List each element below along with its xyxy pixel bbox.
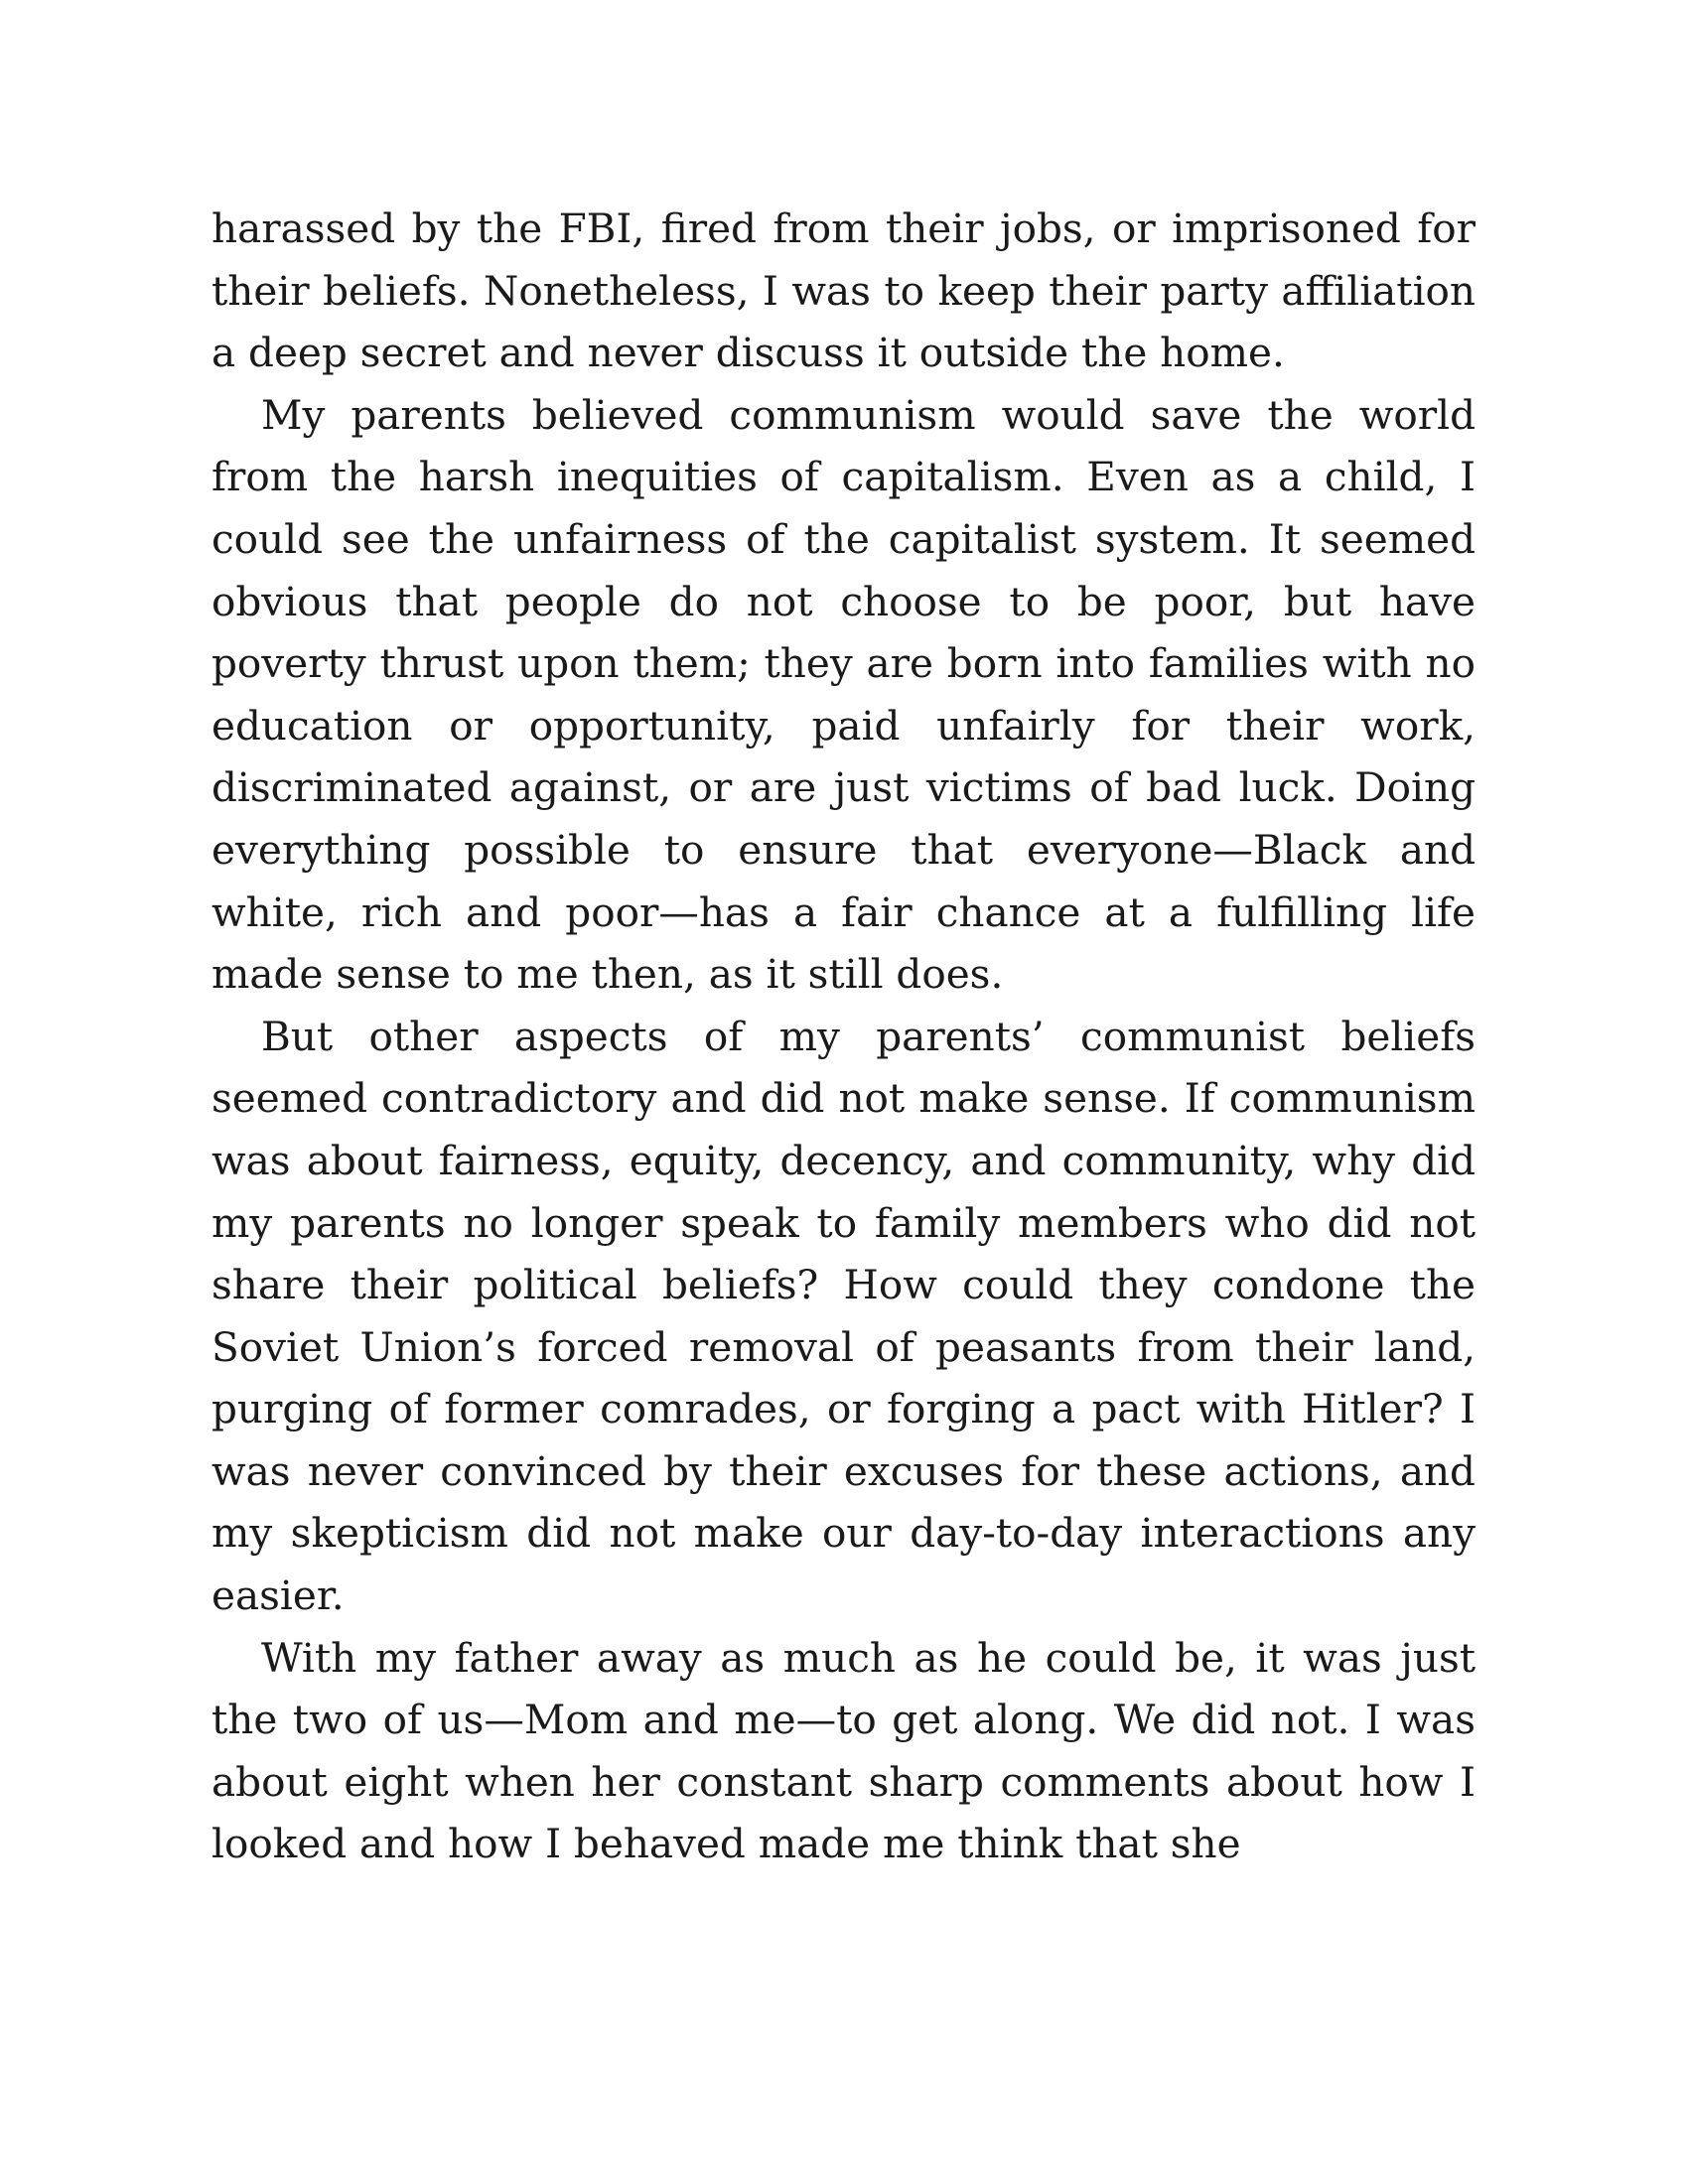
paragraph-contradictions: But other aspects of my parents’ communist beliefs seemed contradictory and did not make sense. If communism was about fairness, equity, decency, and community, why did my parents no longer speak to family members who did not share their political beliefs? How could they condone the Soviet Union’s forced removal of peasants from their land, purging of former comrades, or forging a pact with Hitler? I was never convinced by their excuses for these actions, and my skepticism did not make our day-to-day interactions any easier. <box>211 1012 1476 1620</box>
paragraph-mother: With my father away as much as he could be, it was just the two of us—Mom and me—to get along. We did not. I was about eight when her constant sharp comments about how I looked and how I behaved made me think that she <box>211 1633 1476 1868</box>
paragraph-communism-beliefs: My parents believed communism would save the world from the harsh inequities of capitalism. Even as a child, I could see the unfairness of the capitalist system. It seemed obvious that people do not choose to be poor, but have poverty thrust upon them; they are born into families with no education or opportunity, paid unfairly for their work, discriminated against, or are just victims of bad luck. Doing everything possible to ensure that everyone—Black and white, rich and poor—has a fair chance at a fulfilling life made sense to me then, as it still does. <box>211 390 1476 999</box>
book-page-body <box>211 198 1476 1875</box>
paragraph-continuation: harassed by the FBI, fired from their jobs, or imprisoned for their beliefs. Nonetheless, I was to keep their party affiliation a deep secret and never discuss it outside the home. <box>211 205 1476 377</box>
